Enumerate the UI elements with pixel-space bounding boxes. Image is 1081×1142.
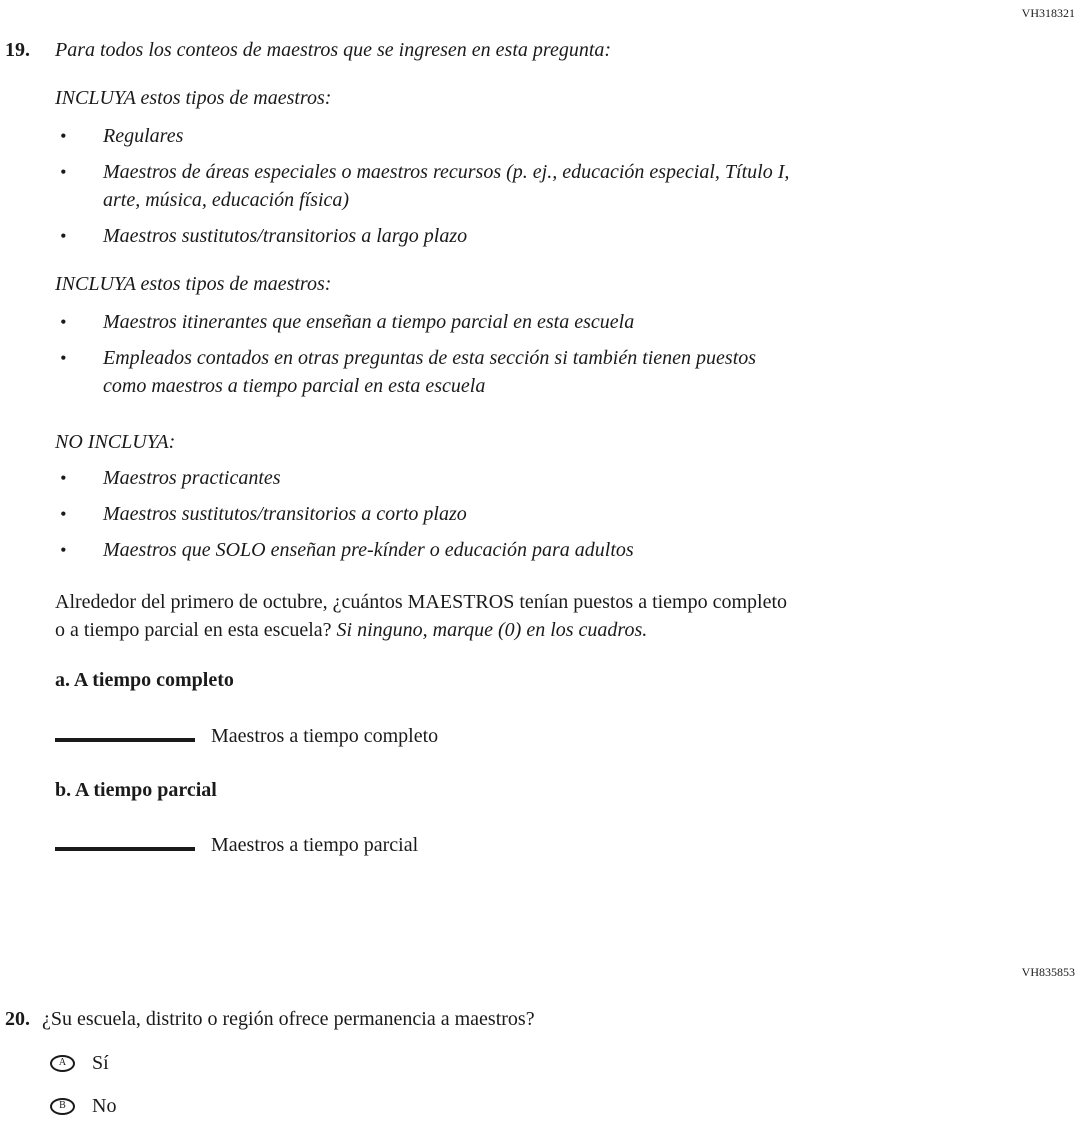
include-list-1: [55, 122, 800, 250]
list-item-text: Regulares: [103, 125, 184, 147]
list-item-text: Maestros practicantes: [103, 467, 281, 489]
list-item-text: Maestros sustitutos/transitorios a corto plazo: [103, 503, 467, 525]
option-b-label: No: [92, 1095, 117, 1117]
list-item: [55, 500, 800, 528]
list-item: [55, 536, 800, 564]
include-heading-1: INCLUYA estos tipos de maestros:: [55, 87, 332, 109]
include-list-2: [55, 308, 800, 400]
full-time-teachers-blank[interactable]: [55, 720, 195, 742]
full-time-teachers-blank-label: Maestros a tiempo completo: [211, 725, 439, 747]
part-time-teachers-blank-label: Maestros a tiempo parcial: [211, 834, 419, 856]
exclude-heading: NO INCLUYA:: [55, 431, 176, 453]
list-item: [55, 122, 800, 150]
list-item-text: Empleados contados en otras preguntas de esta sección si también tienen puestos como maestros a tiempo parcial en esta escuela: [103, 347, 757, 397]
part-time-teachers-blank[interactable]: [55, 829, 195, 851]
bullet-icon: •: [60, 126, 67, 146]
question-20: [0, 1005, 1081, 1120]
list-item-text: Maestros de áreas especiales o maestros recursos (p. ej., educación especial, Título I, arte, música, educación física): [103, 161, 790, 211]
bullet-icon: •: [60, 226, 67, 246]
option-b-bubble[interactable]: B: [50, 1098, 75, 1115]
option-a-label: Sí: [92, 1052, 109, 1074]
bullet-icon: •: [60, 312, 67, 332]
bullet-icon: •: [60, 468, 67, 488]
list-item: [55, 344, 800, 400]
part-b-answer-row: [55, 829, 800, 859]
list-item: [55, 222, 800, 250]
list-item-text: Maestros que SOLO enseñan pre-kínder o educación para adultos: [103, 539, 634, 561]
bullet-icon: •: [60, 504, 67, 524]
option-b[interactable]: [50, 1092, 950, 1120]
question-19-stem: [55, 588, 800, 644]
form-code-q19: VH318321: [1021, 6, 1075, 20]
list-item-text: Maestros itinerantes que enseñan a tiempo parcial en esta escuela: [103, 311, 635, 333]
bullet-icon: •: [60, 348, 67, 368]
list-item-text: Maestros sustitutos/transitorios a largo plazo: [103, 225, 468, 247]
list-item: [55, 464, 800, 492]
stem-normal-text: Alrededor del primero de octubre, ¿cuántos MAESTROS tenían puestos a tiempo completo o a tiempo parcial en esta escuela?: [55, 591, 788, 641]
question-19-intro: Para todos los conteos de maestros que se ingresen en esta pregunta:: [55, 39, 612, 61]
option-a-bubble[interactable]: A: [50, 1055, 75, 1072]
part-a-answer-row: [55, 720, 800, 750]
question-19: [0, 36, 1081, 859]
list-item: [55, 158, 800, 214]
part-a-label: a. A tiempo completo: [55, 669, 234, 691]
question-19-number: 19.: [5, 39, 30, 61]
exclude-list: [55, 464, 800, 564]
option-a[interactable]: [50, 1049, 950, 1077]
question-20-number: 20.: [5, 1008, 30, 1030]
part-b-label: b. A tiempo parcial: [55, 779, 217, 801]
question-20-text: ¿Su escuela, distrito o región ofrece permanencia a maestros?: [42, 1008, 535, 1030]
bullet-icon: •: [60, 540, 67, 560]
list-item: [55, 308, 800, 336]
stem-italic-text: Si ninguno, marque (0) en los cuadros.: [336, 619, 648, 641]
bullet-icon: •: [60, 162, 67, 182]
include-heading-2: INCLUYA estos tipos de maestros:: [55, 273, 332, 295]
form-code-q20: VH835853: [1021, 965, 1075, 979]
